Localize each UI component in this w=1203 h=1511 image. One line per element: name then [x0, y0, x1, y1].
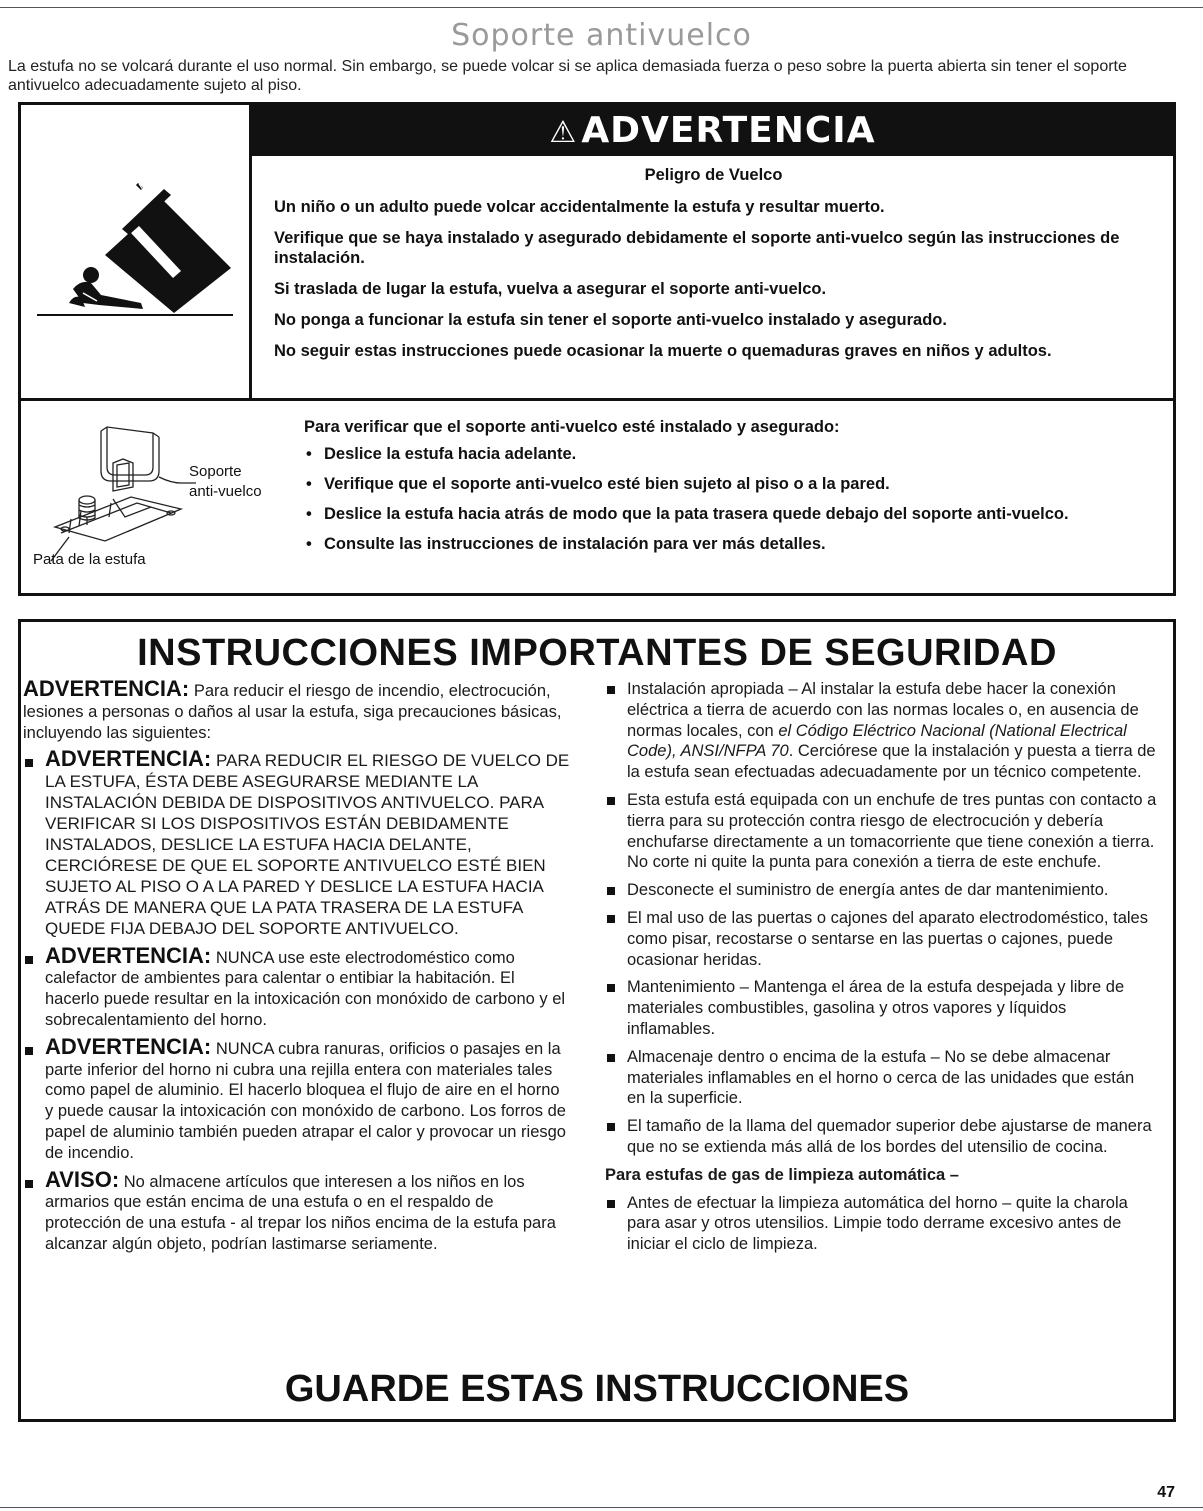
safety-left-column — [23, 676, 571, 1255]
warning-banner — [252, 105, 1173, 156]
warning-banner-text: ADVERTENCIA — [581, 110, 876, 151]
item-label: ADVERTENCIA: — [45, 1033, 212, 1059]
item-text: El tamaño de la llama del quemador superior debe ajustarse de manera que no se extienda más allá de los bordes del utensilio de cocina. — [627, 1117, 1152, 1156]
item-text: Mantenimiento – Mantenga el área de la estufa despejada y libre de materiales combustibles, gasolina y otros vapores y líquidos inflamables. — [627, 978, 1125, 1038]
bullet-square-icon — [607, 887, 615, 895]
intro-text: Para reducir el riesgo de incendio, electrocución, lesiones a personas o daños al usar la estufa, siga precauciones básicas, incluyendo las siguientes: — [23, 682, 562, 742]
tip-over-warning-box — [18, 102, 1176, 596]
safety-right-column — [605, 679, 1157, 1262]
verify-section — [21, 401, 1173, 590]
bullet-square-icon — [25, 1047, 33, 1055]
list-item — [605, 1047, 1157, 1109]
bullet-square-icon — [25, 1180, 33, 1188]
safety-instructions-box — [18, 619, 1176, 1422]
bullet-square-icon — [607, 1054, 615, 1062]
bullet-square-icon — [25, 759, 33, 767]
bullet-square-icon — [607, 984, 615, 992]
item-text: No almacene artículos que interesen a los niños en los armarios que están encima de una estufa o en el respaldo de protección de una estufa - al trepar los niños encima de la estufa para alcanzar algún objeto, podrían lastimarse seriamente. — [45, 1172, 556, 1253]
warning-triangle-icon: ⚠ — [549, 115, 578, 150]
safety-intro — [23, 676, 571, 743]
list-item — [605, 908, 1157, 970]
bullet-square-icon — [607, 1200, 615, 1208]
child-tipping-range-icon — [21, 105, 249, 398]
page-number: 47 — [1157, 1484, 1175, 1501]
warning-line: No ponga a funcionar la estufa sin tener el soporte anti-vuelco instalado y asegurado. — [274, 311, 947, 329]
intro-paragraph: La estufa no se volcará durante el uso normal. Sin embargo, se puede volcar si se aplica demasiada fuerza o peso sobre la puerta abierta sin tener el soporte antivuelco adecuadamente sujeto al piso. — [8, 58, 1127, 94]
warning-line: Si traslada de lugar la estufa, vuelva a asegurar el soporte anti-vuelco. — [274, 280, 827, 298]
anti-tip-bracket-illustration — [21, 401, 291, 590]
warning-line: Un niño o un adulto puede volcar accidentalmente la estufa y resultar muerto. — [274, 198, 885, 216]
warning-line: No seguir estas instrucciones puede ocasionar la muerte o quemaduras graves en niños y adultos. — [274, 342, 1052, 360]
item-label: AVISO: — [45, 1166, 120, 1192]
bracket-label-line1: Soporte — [189, 463, 242, 480]
gas-heading: Para estufas de gas de limpieza automática – — [605, 1165, 959, 1184]
bottom-rule — [0, 1507, 1203, 1508]
verify-step: • Consulte las instrucciones de instalación para ver más detalles. — [304, 534, 1144, 555]
warning-subtitle: Peligro de Vuelco — [644, 166, 783, 184]
list-item — [23, 942, 571, 1031]
verify-step: • Verifique que el soporte anti-vuelco esté bien sujeto al piso o a la pared. — [304, 474, 1144, 495]
item-text: Desconecte el suministro de energía antes de dar mantenimiento. — [627, 881, 1109, 900]
verify-instructions — [304, 417, 1144, 564]
item-label: ADVERTENCIA: — [45, 942, 212, 968]
list-item — [605, 679, 1157, 783]
list-item — [605, 977, 1157, 1039]
item-text: Almacenaje dentro o encima de la estufa – No se debe almacenar materiales inflamables en el horno o cerca de las unidades que están en la superficie. — [627, 1047, 1135, 1108]
tip-over-illustration — [21, 105, 252, 398]
item-text: Esta estufa está equipada con un enchufe de tres puntas con contacto a tierra para su protección contra riesgo de electrocución y debería enchufarse directamente a un tomacorriente que tiene conexión a tierra. No corte ni quite la punta para conexión a tierra de este enchufe. — [627, 790, 1157, 872]
item-text: PARA REDUCIR EL RIESGO DE VUELCO DE LA ESTUFA, ÉSTA DEBE ASEGURARSE MEDIANTE LA INSTALACIÓN DEBIDA DE DISPOSITIVOS ANTIVUELCO. PARA VERIFICAR SI LOS DISPOSITIVOS ESTÁN DEBIDAMENTE INSTALADOS, DESLICE LA ESTUFA HACIA DELANTE, CERCIÓRESE DE QUE EL SOPORTE ANTIVUELCO ESTÉ BIEN SUJETO AL PISO O A LA PARED Y DESLICE LA ESTUFA HACIA ATRÁS DE MANERA QUE LA PATA TRASERA DE LA ESTUFA QUEDE FIJA DEBAJO DEL SOPORTE ANTIVUELCO. — [45, 751, 570, 938]
item-label: ADVERTENCIA: — [45, 746, 212, 772]
bullet-square-icon — [607, 686, 615, 694]
bullet-square-icon — [607, 915, 615, 923]
verify-list — [304, 444, 1144, 555]
section-title: Soporte antivuelco — [451, 18, 752, 53]
item-italic-text: el Código Eléctrico Nacional (National Electrical Code), ANSI/NFPA 70 — [627, 721, 1127, 761]
item-text: El mal uso de las puertas o cajones del aparato electrodoméstico, tales como pisar, recostarse o sentarse en las puertas o cajones, puede ocasionar heridas. — [627, 908, 1148, 969]
warning-body — [252, 156, 1173, 361]
bullet-square-icon — [25, 956, 33, 964]
list-item — [23, 1166, 571, 1255]
list-item — [605, 790, 1157, 873]
bullet-square-icon — [607, 1123, 615, 1131]
list-item — [23, 1033, 571, 1164]
safety-title: INSTRUCCIONES IMPORTANTES DE SEGURIDAD — [137, 632, 1057, 674]
item-text: Antes de efectuar la limpieza automática del horno – quite la charola para asar y otros utensilios. Limpie todo derrame excesivo antes de iniciar el ciclo de limpieza. — [627, 1193, 1128, 1254]
verify-heading: Para verificar que el soporte anti-vuelco esté instalado y asegurado: — [304, 418, 840, 436]
top-rule — [0, 7, 1203, 8]
leg-label: Pata de la estufa — [33, 551, 146, 568]
verify-step: • Deslice la estufa hacia adelante. — [304, 444, 1144, 465]
list-item — [23, 746, 571, 939]
bracket-label-line2: anti-vuelco — [189, 483, 262, 500]
verify-step: • Deslice la estufa hacia atrás de modo que la pata trasera quede debajo del soporte anti-vuelco. — [304, 504, 1144, 525]
bullet-square-icon — [607, 797, 615, 805]
warning-line: Verifique que se haya instalado y asegurado debidamente el soporte anti-vuelco según las instrucciones de instalación. — [274, 229, 1120, 267]
item-text: . Cerciórese que la instalación y puesta a tierra de la estufa sean efectuadas adecuadamente por un técnico competente. — [627, 742, 1156, 782]
list-item — [605, 1193, 1157, 1255]
warning-content — [252, 105, 1173, 398]
save-instructions-footer: GUARDE ESTAS INSTRUCCIONES — [284, 1368, 910, 1410]
list-item — [605, 1116, 1157, 1158]
item-text: NUNCA cubra ranuras, orificios o pasajes en la parte inferior del horno ni cubra una rejilla entera con materiales tales como papel de aluminio. El hacerlo bloquea el flujo de aire en el horno y puede causar la intoxicación con monóxido de carbono. Los forros de papel de aluminio también pueden atrapar el calor y provocar un riesgo de incendio. — [45, 1039, 566, 1162]
item-text: Instalación apropiada – Al instalar la estufa debe hacer la conexión eléctrica a tierra de acuerdo con las normas locales o, en ausencia de normas locales, con — [627, 680, 1139, 740]
intro-label: ADVERTENCIA: — [23, 676, 190, 701]
item-text: NUNCA use este electrodoméstico como calefactor de ambientes para calentar o entibiar la habitación. El hacerlo puede resultar en la intoxicación con monóxido de carbono y el sobrecalentamiento del horno. — [45, 948, 566, 1029]
list-item — [605, 880, 1157, 901]
